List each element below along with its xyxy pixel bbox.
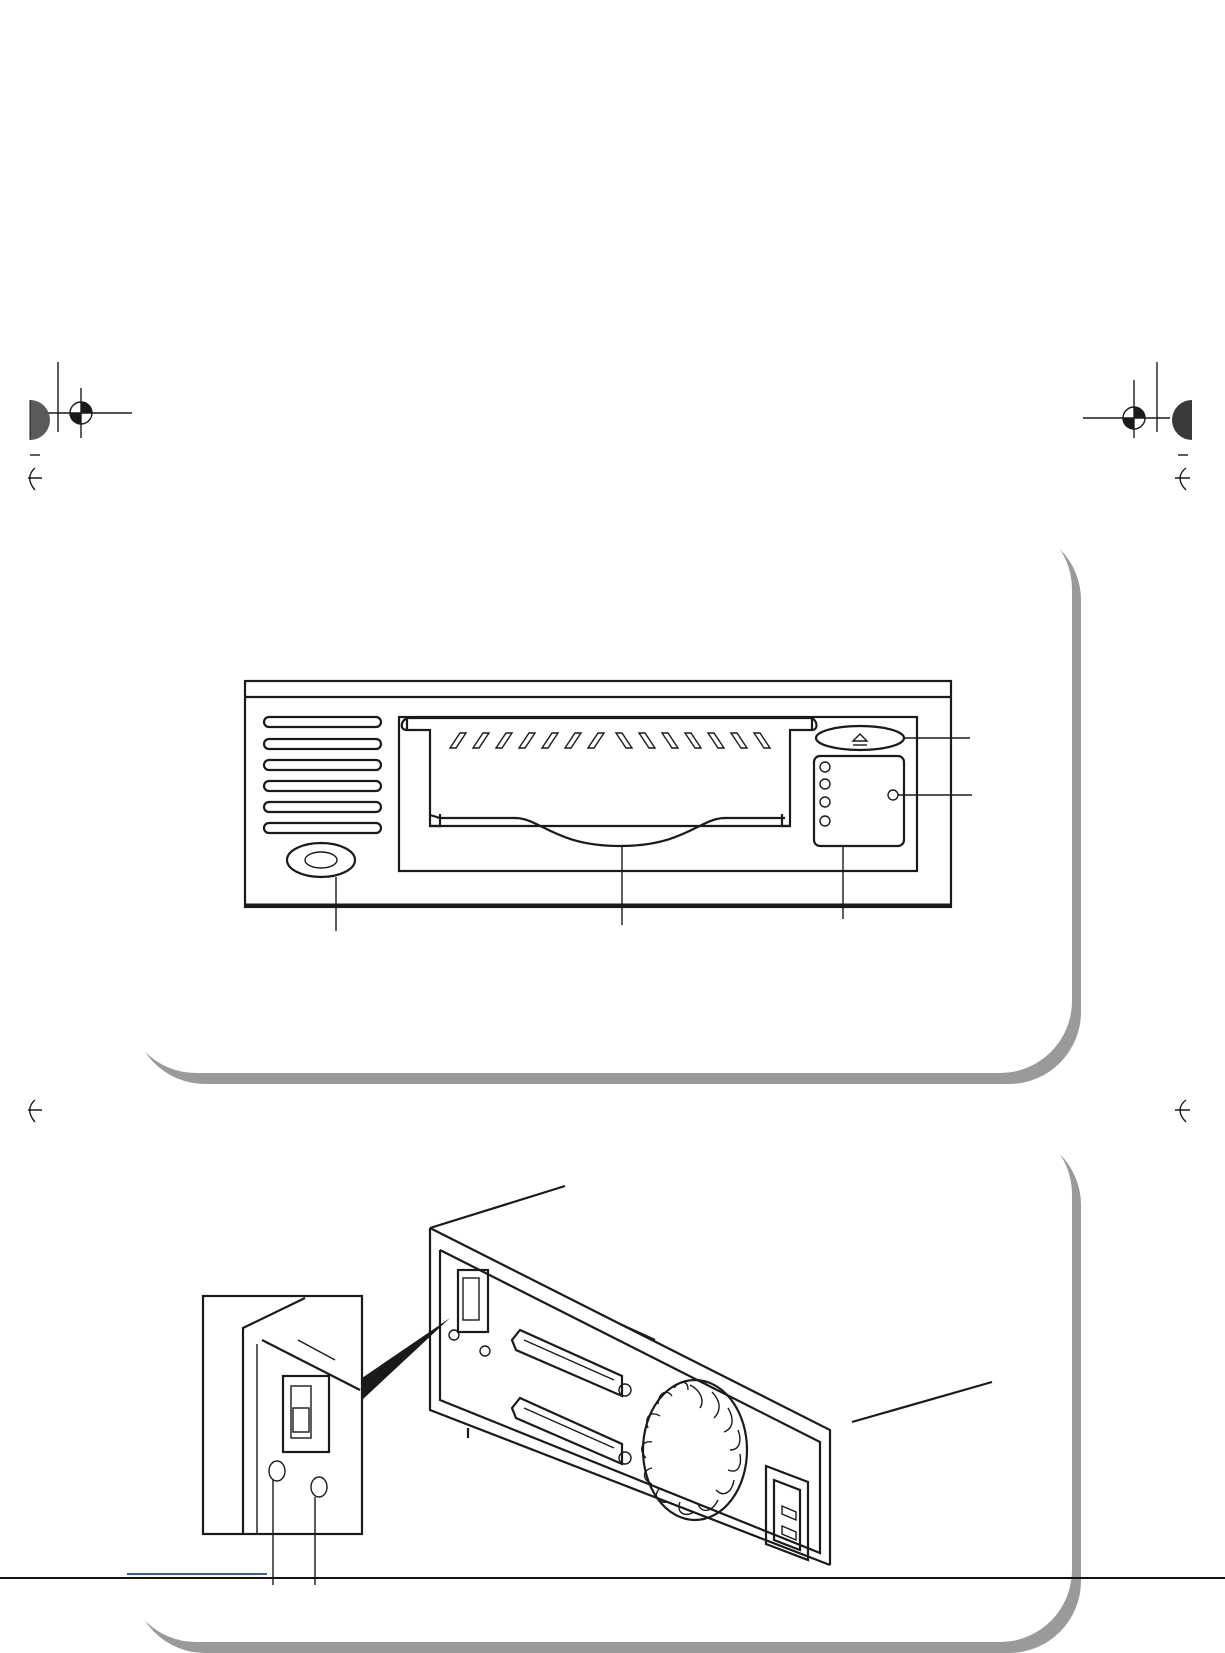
scsi-connector-top	[512, 1330, 631, 1396]
scsi-id-switch[interactable]	[458, 1270, 488, 1332]
link-underline[interactable]	[127, 1573, 267, 1575]
page-edge-rule	[0, 1577, 1225, 1579]
switch-detail-inset	[203, 1296, 450, 1585]
fan-icon	[642, 1380, 747, 1520]
scsi-id-switch-detail	[283, 1376, 329, 1452]
